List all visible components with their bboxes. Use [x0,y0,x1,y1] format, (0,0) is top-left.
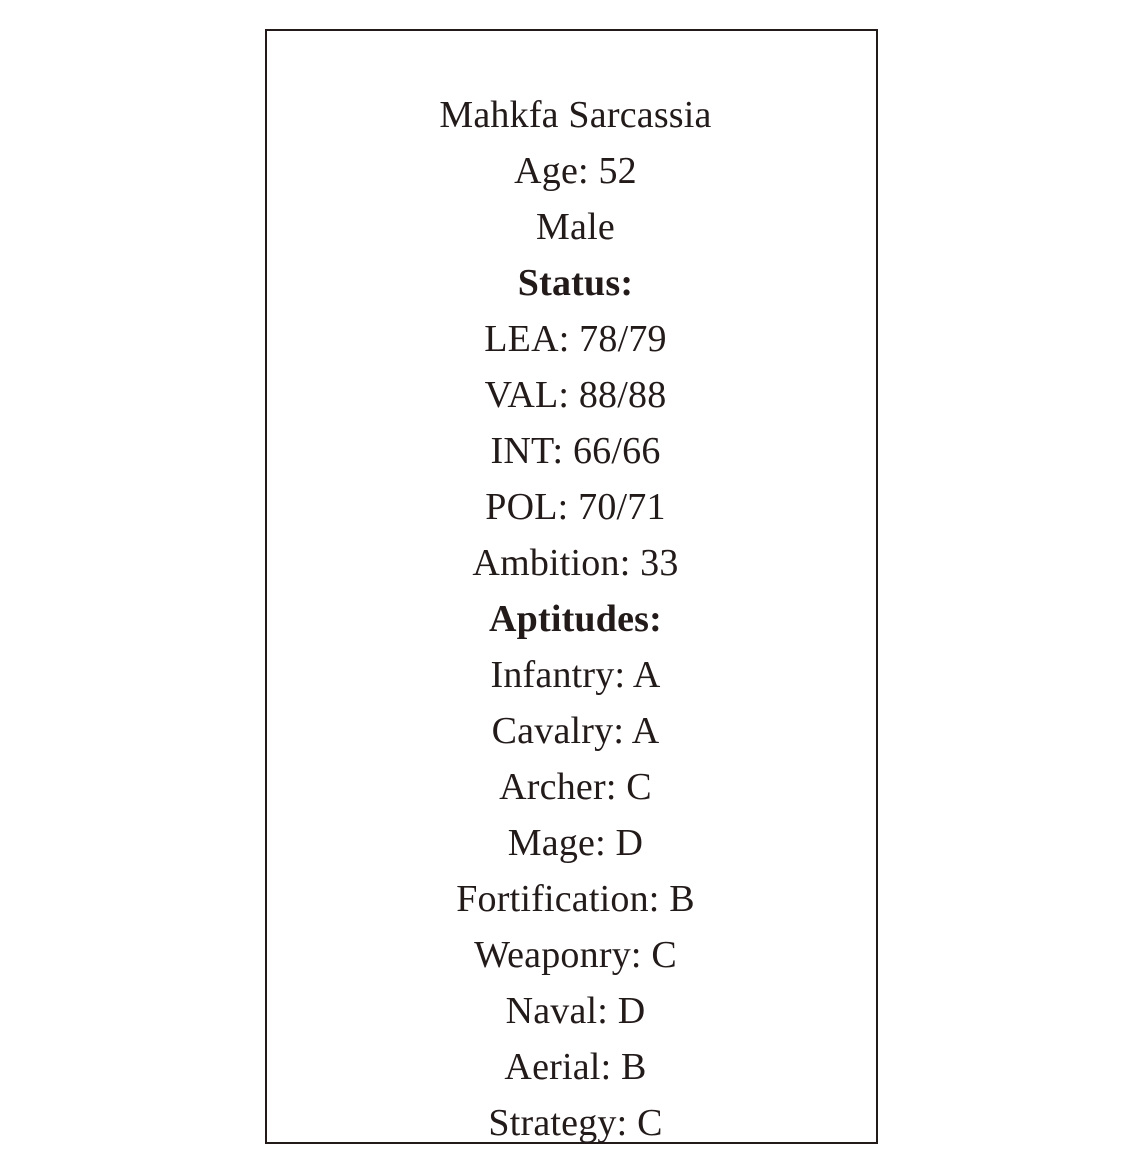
aptitude-strategy: Strategy: C [488,1102,663,1144]
aptitude-archer: Archer: C [499,766,652,808]
aptitude-weaponry: Weaponry: C [474,934,677,976]
aptitude-aerial: Aerial: B [504,1046,647,1088]
character-card [265,29,878,1144]
character-card-content [267,31,876,1142]
stat-pol: POL: 70/71 [485,486,666,528]
character-gender: Male [536,206,615,248]
status-section-heading: Status: [517,262,634,304]
stat-int: INT: 66/66 [490,430,661,472]
aptitude-infantry: Infantry: A [490,654,661,696]
aptitude-naval: Naval: D [505,990,646,1032]
aptitude-cavalry: Cavalry: A [491,710,660,752]
stat-val: VAL: 88/88 [484,374,667,416]
aptitude-fortification: Fortification: B [456,878,695,920]
character-name: Mahkfa Sarcassia [439,94,712,136]
stat-lea: LEA: 78/79 [484,318,667,360]
aptitude-mage: Mage: D [507,822,644,864]
stat-ambition: Ambition: 33 [472,542,679,584]
aptitudes-section-heading: Aptitudes: [488,598,663,640]
character-age: Age: 52 [514,150,637,192]
